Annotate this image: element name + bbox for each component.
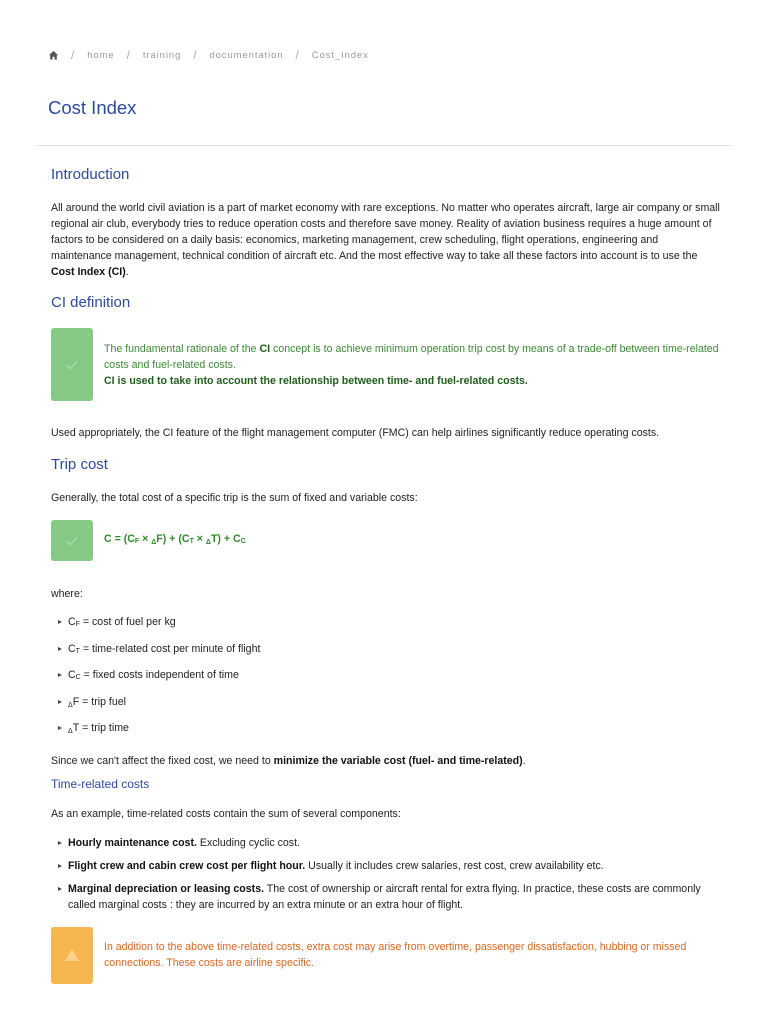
callout-line-1: [104, 341, 721, 373]
breadcrumb-separator: /: [71, 48, 76, 62]
check-icon: [65, 359, 79, 371]
list-item: [51, 614, 721, 634]
callout-bar: [51, 520, 93, 561]
item-bold: Hourly maintenance cost.: [68, 837, 197, 850]
callout-part-2: concept is to achieve minimum operation trip cost by means of a trade-off between time-related costs and fuel-related costs.: [104, 342, 719, 371]
callout-bold-2: CI is used to take into account the relationship between time- and fuel-related costs.: [104, 374, 528, 387]
section-heading-time-related: Time-related costs: [51, 777, 150, 792]
formula-part: ×: [139, 532, 152, 545]
ci-definition-callout: [51, 328, 721, 401]
variable-list: [51, 614, 721, 740]
since-bold: minimize the variable cost (fuel- and time-related): [273, 755, 523, 768]
since-end: .: [522, 755, 526, 768]
callout-bar: [51, 328, 93, 401]
section-heading-introduction: Introduction: [51, 166, 130, 183]
breadcrumb-home[interactable]: home: [87, 49, 115, 61]
section-heading-ci-definition: CI definition: [51, 294, 131, 311]
divider: [36, 145, 732, 146]
page-title: Cost Index: [48, 97, 137, 118]
formula-line: [104, 531, 246, 551]
item-sub: F: [75, 621, 80, 628]
formula-part: C = (C: [104, 532, 135, 545]
formula: [104, 520, 246, 561]
formula-delta: Δ: [151, 538, 157, 546]
list-item: [51, 694, 721, 714]
list-item: [51, 720, 721, 740]
list-item: [51, 641, 721, 661]
item-text: = trip fuel: [79, 695, 126, 708]
item-text: The cost of ownership or aircraft rental for extra flying. In practice, these costs are commonly called marginal costs : they are incurred by an extra minute or an extra hour of flight.: [68, 882, 701, 911]
formula-part: T) + C: [210, 532, 241, 545]
since-paragraph: [51, 753, 721, 769]
item-text: Usually it includes crew salaries, rest cost, crew availability etc.: [305, 859, 604, 872]
breadcrumb-current[interactable]: Cost_Index: [311, 49, 369, 61]
breadcrumb-training[interactable]: training: [142, 49, 182, 61]
item-sub: C: [75, 674, 81, 682]
breadcrumb: [48, 48, 369, 62]
item-text: = time-related cost per minute of flight: [79, 642, 261, 655]
item-symbol: C: [68, 616, 76, 628]
intro-paragraph: [51, 200, 721, 280]
trip-cost-intro: Generally, the total cost of a specific trip is the sum of fixed and variable costs:: [51, 492, 418, 504]
formula-sub: F: [134, 537, 140, 545]
breadcrumb-documentation[interactable]: documentation: [209, 49, 284, 61]
list-item: [51, 667, 721, 687]
check-icon: [65, 535, 79, 547]
time-cost-list: [51, 835, 721, 912]
item-bold: Flight crew and cabin crew cost per flight hour.: [68, 859, 306, 872]
formula-part: ×: [193, 532, 206, 545]
where-label: where:: [51, 588, 83, 600]
item-prefix: Δ: [68, 728, 73, 736]
formula-callout: [51, 520, 721, 561]
warning-icon: [64, 948, 80, 962]
item-prefix: Δ: [68, 701, 73, 709]
item-symbol: C: [68, 642, 76, 655]
ci-after-paragraph: Used appropriately, the CI feature of the flight management computer (FMC) can help airlines significantly reduce operating costs.: [51, 427, 660, 439]
intro-end: .: [125, 266, 129, 278]
formula-delta: Δ: [205, 538, 211, 546]
item-text: = fixed costs independent of time: [80, 669, 239, 682]
section-heading-trip-cost: Trip cost: [51, 456, 108, 473]
callout-text: [104, 328, 721, 401]
item-text: = cost of fuel per kg: [79, 616, 176, 628]
warning-text: In addition to the above time-related costs, extra cost may arise from overtime, passenger dissatisfaction, hubbing or missed connections. These costs are airline specific.: [104, 941, 687, 970]
item-symbol: T: [72, 722, 80, 735]
list-item: [51, 858, 721, 874]
callout-bold-ci: CI: [259, 342, 271, 355]
time-related-intro: As an example, time-related costs contain the sum of several components:: [51, 808, 401, 821]
callout-bar: [51, 927, 93, 984]
warning-callout: [51, 927, 721, 984]
item-symbol: F: [72, 695, 80, 708]
item-text: = trip time: [79, 722, 129, 735]
item-sub: T: [75, 647, 80, 655]
breadcrumb-separator: /: [126, 48, 131, 62]
home-icon[interactable]: [48, 50, 59, 61]
list-item: [51, 835, 721, 851]
item-bold: Marginal depreciation or leasing costs.: [68, 882, 265, 895]
formula-sub: T: [189, 537, 194, 545]
formula-part: F) + (C: [156, 532, 190, 545]
item-symbol: C: [68, 669, 76, 682]
formula-sub: C: [240, 537, 246, 545]
callout-part-1: The fundamental rationale of the: [104, 342, 260, 355]
intro-text: All around the world civil aviation is a part of market economy with rare exceptions. No matter who operates aircraft, large air company or small regional air club, everybody tries to reduce operation costs and therefore save money. Reality of aviation business requires a huge amount of factors to be considered on a daily basis: economics, marketing management, crew scheduling, flight operations, engineering and maintenance management, technical condition of aircraft etc. And the most effective way to take all these factors into account is to use the: [51, 202, 720, 262]
breadcrumb-separator: /: [295, 48, 300, 62]
list-item: [51, 881, 721, 913]
since-text: Since we can't affect the fixed cost, we need to: [51, 755, 274, 768]
main-content: [51, 166, 721, 984]
item-text: Excluding cyclic cost.: [196, 837, 300, 850]
breadcrumb-separator: /: [193, 48, 198, 62]
callout-line-2: [104, 373, 721, 389]
intro-bold: Cost Index (CI): [51, 266, 126, 278]
